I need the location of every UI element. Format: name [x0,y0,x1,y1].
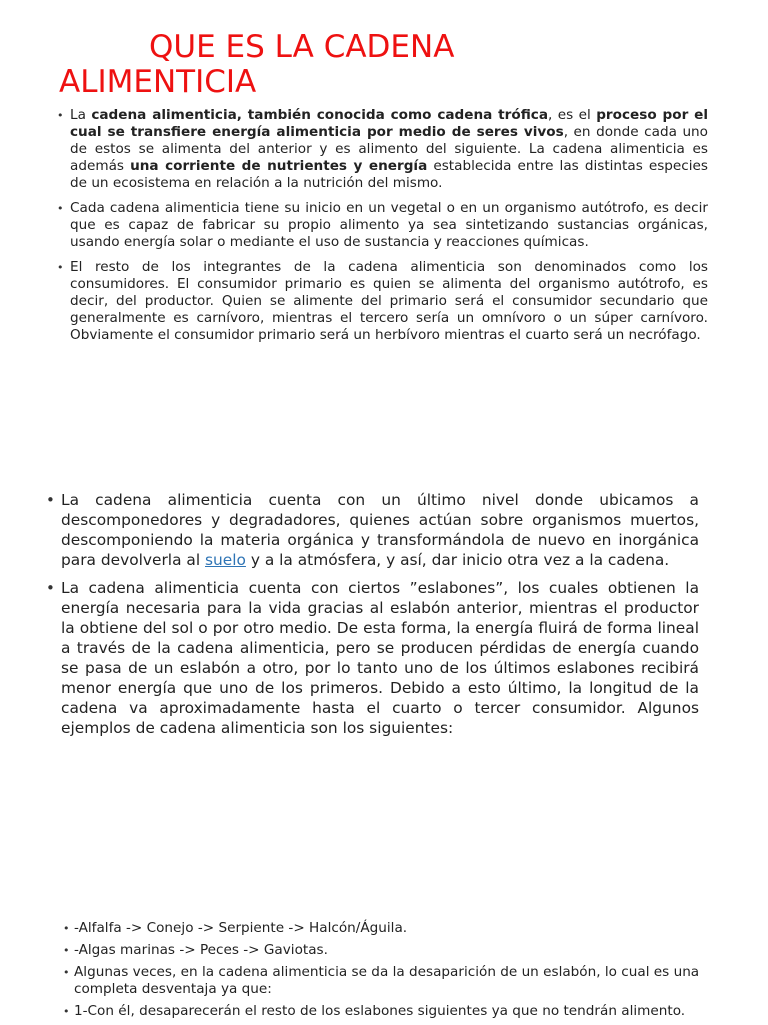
paragraph-text: y a la atmósfera, y así, dar inicio otra vez a la cadena. [245,551,670,569]
list-item: • Algunas veces, en la cadena alimenticia se da la desaparición de un eslabón, lo cual es una completa desventaja ya que: [74,964,722,998]
list-item: • Cada cadena alimenticia tiene su inicio en un vegetal o en un organismo autótrofo, es decir que es capaz de fabricar su propio alimento ya sea sintetizando sustancias orgánicas, usando energía solar o mediante el uso de sustancia y reacciones químicas. [70,200,708,251]
bullet-list-definition [70,107,708,352]
bold-text: proceso por el cual se transfiere energía alimenticia por medio de seres vivos [70,107,708,140]
list-item [70,107,708,192]
list-item: • El resto de los integrantes de la cadena alimenticia son denominados como los consumidores. El consumidor primario es quien se alimenta del organismo autótrofo, es decir, del productor. Quien se alimente del primario será el consumidor secundario que generalmente es carnívoro, mientras el tercero sería un omnívoro o un súper carnívoro. Obviamente el consumidor primario será un herbívoro mientras el cuarto será un necrófago. [70,259,708,344]
suelo-link[interactable]: suelo [205,551,246,569]
paragraph-text: La cadena alimenticia cuenta con un último nivel donde ubicamos a descomponedores y degradadores, quienes actúan sobre organismos muertos, descomponiendo la materia orgánica y transformándola de nuevo en inorgánica para devolverla al [61,491,699,569]
list-item: • 1-Con él, desaparecerán el resto de los eslabones siguientes ya que no tendrán alimento. [74,1003,722,1020]
list-item: • -Alfalfa -> Conejo -> Serpiente -> Halcón/Águila. [74,920,722,937]
bold-text: una corriente de nutrientes y energía [130,158,428,174]
bullet-list-examples [74,920,722,1025]
title-line-2: ALIMENTICIA [59,64,257,100]
paragraph-text: La [70,107,92,123]
list-item: • -Algas marinas -> Peces -> Gaviotas. [74,942,722,959]
list-item: • La cadena alimenticia cuenta con ciertos ”eslabones”, los cuales obtienen la energía necesaria para la vida gracias al eslabón anterior, mientras el productor la obtiene del sol o por otro medio. De esta forma, la energía fluirá de forma lineal a través de la cadena alimenticia, pero se producen pérdidas de energía cuando se pasa de un eslabón a otro, por lo tanto uno de los últimos eslabones recibirá menor energía que uno de los primeros. Debido a esto último, la longitud de la cadena va aproximadamente hasta el cuarto o tercer consumidor. Algunos ejemplos de cadena alimenticia son los siguientes: [61,578,699,738]
bullet-list-levels [61,490,699,746]
paragraph-text: establecida entre las distintas especies de un ecosistema en relación a la nutrición del mismo. [70,158,708,191]
page-title [59,30,699,100]
title-line-1: QUE ES LA CADENA [149,29,455,65]
paragraph-text: , es el [548,107,597,123]
paragraph-text: , en donde cada uno de estos se alimenta del anterior y es alimento del siguiente. La cadena alimenticia es además [70,124,708,174]
bold-text: cadena alimenticia, también conocida como cadena trófica [91,107,549,123]
list-item [61,490,699,570]
